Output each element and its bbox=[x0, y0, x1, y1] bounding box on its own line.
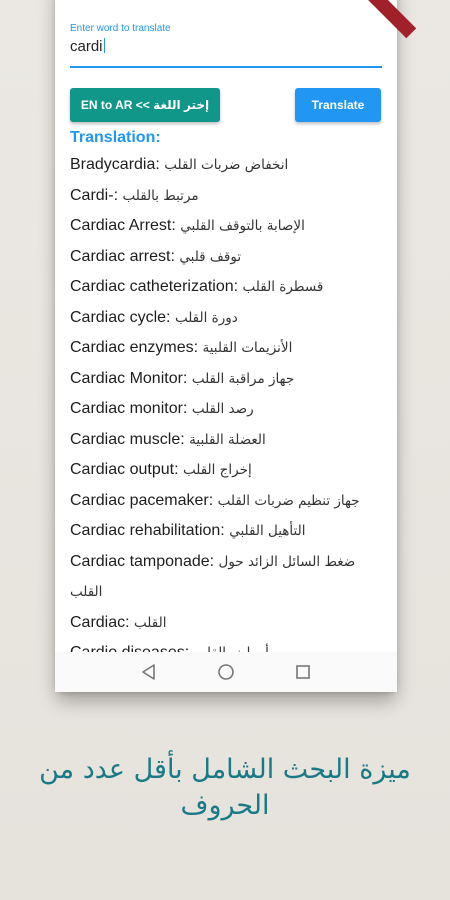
list-item bbox=[70, 394, 388, 425]
translate-button[interactable]: Translate bbox=[295, 88, 381, 122]
search-input-value: cardi bbox=[70, 38, 103, 55]
phone-screen bbox=[55, 0, 397, 692]
input-underline bbox=[70, 66, 382, 68]
result-translation: الأنزيمات القلبية bbox=[202, 340, 293, 356]
list-item bbox=[70, 242, 388, 273]
list-item bbox=[70, 455, 388, 486]
list-item bbox=[70, 516, 388, 547]
result-translation: مرتبط بالقلب bbox=[122, 187, 199, 204]
result-translation: الإصابة بالتوقف القلبي bbox=[180, 218, 305, 234]
list-item bbox=[70, 608, 388, 639]
result-term: Cardiac muscle: bbox=[70, 430, 185, 448]
triangle-back-icon[interactable] bbox=[139, 662, 159, 682]
result-term: Cardiac monitor: bbox=[70, 400, 188, 417]
list-item bbox=[70, 150, 388, 181]
result-term: Cardiac: bbox=[70, 613, 130, 631]
result-translation: رصد القلب bbox=[191, 401, 254, 417]
list-item bbox=[70, 333, 388, 364]
language-select-button[interactable]: EN to AR << إختر اللغة bbox=[70, 88, 220, 122]
circle-home-icon[interactable] bbox=[216, 662, 236, 682]
result-term: Cardiac cycle: bbox=[70, 308, 171, 326]
list-item bbox=[70, 211, 388, 242]
debug-banner bbox=[350, 0, 416, 38]
list-item bbox=[70, 181, 388, 212]
list-item bbox=[70, 547, 388, 608]
square-recents-icon[interactable] bbox=[293, 662, 313, 682]
feature-caption: ميزة البحث الشامل بأقل عدد من الحروف bbox=[39, 754, 411, 821]
list-item bbox=[70, 303, 388, 334]
result-translation: جهاز مراقبة القلب bbox=[191, 370, 295, 387]
result-term: Bradycardia: bbox=[70, 156, 160, 173]
list-item bbox=[70, 425, 388, 456]
result-translation: العضلة القلبية bbox=[189, 431, 266, 448]
navigation-bar bbox=[55, 652, 397, 692]
result-term: Cardiac arrest: bbox=[70, 247, 175, 265]
result-term: Cardiac pacemaker: bbox=[70, 491, 214, 509]
results-list[interactable] bbox=[70, 150, 388, 636]
result-translation: توقف قلبي bbox=[179, 248, 242, 265]
result-term: Cardiac output: bbox=[70, 461, 179, 478]
result-term: Cardiac catheterization: bbox=[70, 278, 239, 295]
result-translation: التأهيل القلبي bbox=[229, 523, 306, 539]
result-translation: قسطرة القلب bbox=[242, 279, 324, 295]
input-label: Enter word to translate bbox=[70, 23, 171, 34]
result-translation: إخراج القلب bbox=[182, 462, 252, 478]
list-item bbox=[70, 272, 388, 303]
result-term: Cardi-: bbox=[70, 186, 119, 204]
result-translation: ضغط السائل الزائد حول القلب bbox=[70, 553, 356, 600]
result-translation: دورة القلب bbox=[174, 309, 238, 326]
list-item bbox=[70, 486, 388, 517]
result-translation: جهاز تنظيم ضربات القلب bbox=[217, 492, 360, 509]
result-term: Cardiac Monitor: bbox=[70, 369, 188, 387]
text-caret bbox=[104, 38, 105, 53]
result-term: Cardiac enzymes: bbox=[70, 339, 199, 356]
result-term: Cardiac Arrest: bbox=[70, 217, 176, 234]
result-translation: القلب bbox=[134, 614, 167, 631]
translation-heading: Translation: bbox=[70, 129, 161, 146]
search-input[interactable] bbox=[70, 38, 105, 55]
result-term: Cardiac rehabilitation: bbox=[70, 522, 225, 539]
result-term: Cardiac tamponade: bbox=[70, 552, 215, 570]
list-item bbox=[70, 364, 388, 395]
result-translation: انخفاض ضربات القلب bbox=[164, 157, 289, 173]
